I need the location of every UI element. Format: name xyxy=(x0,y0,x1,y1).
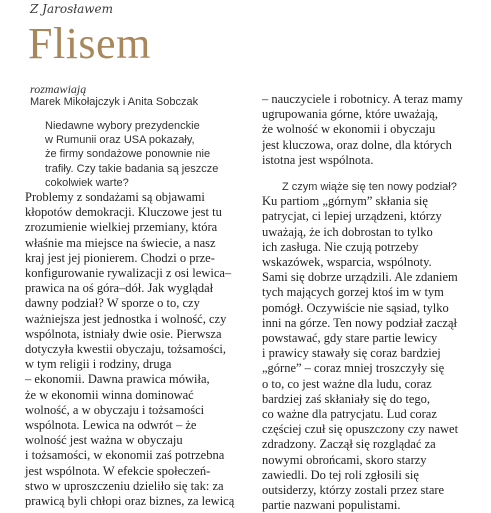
answer-line: bardziej zaś skłaniały się do tego, xyxy=(262,391,430,406)
answer-line: co ważne dla patrycjatu. Lud coraz xyxy=(262,407,437,422)
answer-line: ich zasługa. Nie czują potrzeby xyxy=(262,239,419,254)
answer-line: dotyczyła kwestii obyczaju, tożsamości, xyxy=(25,342,226,357)
answer-line: właśnie ma miejsce na świecie, a nasz xyxy=(25,235,216,250)
answer-line: prawicą byli chłopi oraz biznes, za lewicą xyxy=(25,494,235,509)
question-line: Niedawne wybory prezydenckie xyxy=(45,120,200,132)
answer-line: zrozumienie wielkiej przemiany, która xyxy=(25,220,218,235)
answer-line: wspólnota. Lewica na odwrót – że xyxy=(25,418,197,433)
answer-line: ważniejsza jest jednostka i wolność, czy xyxy=(25,311,227,326)
answer-line: – ekonomii. Dawna prawica mówiła, xyxy=(25,372,210,387)
answer-line: i prawicy stawały się coraz bardziej xyxy=(262,346,441,361)
answer-line: kłopotów demokracji. Kluczowe jest tu xyxy=(25,205,222,220)
question-line: Z czym wiąże się ten nowy podział? xyxy=(282,181,457,194)
answer-line: uważają, że ich dobrostan to tylko xyxy=(262,224,433,239)
answer-line: Problemy z sondażami są objawami xyxy=(25,190,205,205)
answer-line: o to, co jest ważne dla ludu, coraz xyxy=(262,376,432,391)
answer-line: że wolność w ekonomii i obyczaju xyxy=(262,122,436,137)
answer-line: kraj jest jej pionierem. Chodzi o prze- xyxy=(25,250,215,265)
answer-line: wspólnota, istniały dwie osie. Pierwsza xyxy=(25,326,222,341)
right-column xyxy=(262,92,484,513)
interview-answer xyxy=(262,194,484,513)
answer-line: częściej czuł się opuszczony czy nawet xyxy=(262,422,459,437)
column-kicker: Z Jarosławem xyxy=(30,2,114,16)
interview-question xyxy=(262,180,484,194)
answer-line: zawiedli. Do tej roli zgłosili się xyxy=(262,467,419,482)
answer-line: powstawać, gdy stare partie lewicy xyxy=(262,331,438,346)
answer-line: pomógł. Oczywiście nie sąsiad, tylko xyxy=(262,300,449,315)
answer-line: prawica na oś góra–dół. Jak wyglądał xyxy=(25,281,214,296)
answer-line: outsiderzy, którzy zostali przez stare xyxy=(262,483,445,498)
answer-line: Sami się dobrze urządzili. Ale zdaniem xyxy=(262,270,458,285)
answer-line: że w ekonomii winna dominować xyxy=(25,387,194,402)
answer-line: inni na górze. Ten nowy podział zaczął xyxy=(262,315,457,330)
answer-line: stwo w uproszczeniu dzieliło się tak: za xyxy=(25,478,224,493)
article-title: Flisem xyxy=(28,19,151,68)
answer-line: ugrupowania górne, które uważają, xyxy=(262,107,438,122)
interview-answer xyxy=(25,190,263,509)
answer-line: – nauczyciele i robotnicy. A teraz mamy xyxy=(262,92,463,106)
answer-line: wskazówek, wsparcia, wspólnoty. xyxy=(262,255,432,270)
answer-line: wolność, a w obyczaju i tożsamości xyxy=(25,402,205,417)
answer-line: tych mających gorzej ktoś im w tym xyxy=(262,285,444,300)
answer-line: w tym religii i rodziny, druga xyxy=(25,357,172,372)
left-column xyxy=(25,118,263,509)
interview-question xyxy=(25,119,263,190)
answer-line: Ku partiom „górnym” skłania się xyxy=(262,194,428,209)
answer-line: istotna jest wspólnota. xyxy=(262,152,374,167)
byline-names: Marek Mikołajczyk i Anita Sobczak xyxy=(30,96,199,108)
interview-answer-continued xyxy=(262,92,484,168)
answer-line: wolność jest ważna w obyczaju xyxy=(25,433,183,448)
answer-line: zdradzony. Zaczął się rozglądać za xyxy=(262,437,436,452)
answer-line: „górne” – coraz mniej troszczyły się xyxy=(262,361,445,376)
answer-line: partie nazwani populistami. xyxy=(262,498,401,513)
answer-line: konfigurowanie rywalizacji z osi lewica– xyxy=(25,266,232,281)
question-line: w Rumunii oraz USA pokazały, xyxy=(45,134,195,147)
question-line: że firmy sondażowe ponownie nie xyxy=(45,148,211,161)
question-line: cokolwiek warte? xyxy=(45,176,129,189)
question-line: trafiły. Czy takie badania są jeszcze xyxy=(45,162,219,175)
answer-line: i tożsamości, w ekonomii zaś potrzebna xyxy=(25,448,225,463)
byline-label: rozmawiają xyxy=(30,82,87,96)
answer-line: nowymi obrońcami, skoro starzy xyxy=(262,452,427,467)
answer-line: jest wspólnota. W efekcie społeczeń- xyxy=(25,463,211,478)
answer-line: patrycjat, ci lepiej urządzeni, którzy xyxy=(262,209,442,224)
answer-line: dawny podział? W sporze o to, czy xyxy=(25,296,200,311)
answer-line: jest kluczowa, oraz dolne, dla których xyxy=(262,137,452,152)
